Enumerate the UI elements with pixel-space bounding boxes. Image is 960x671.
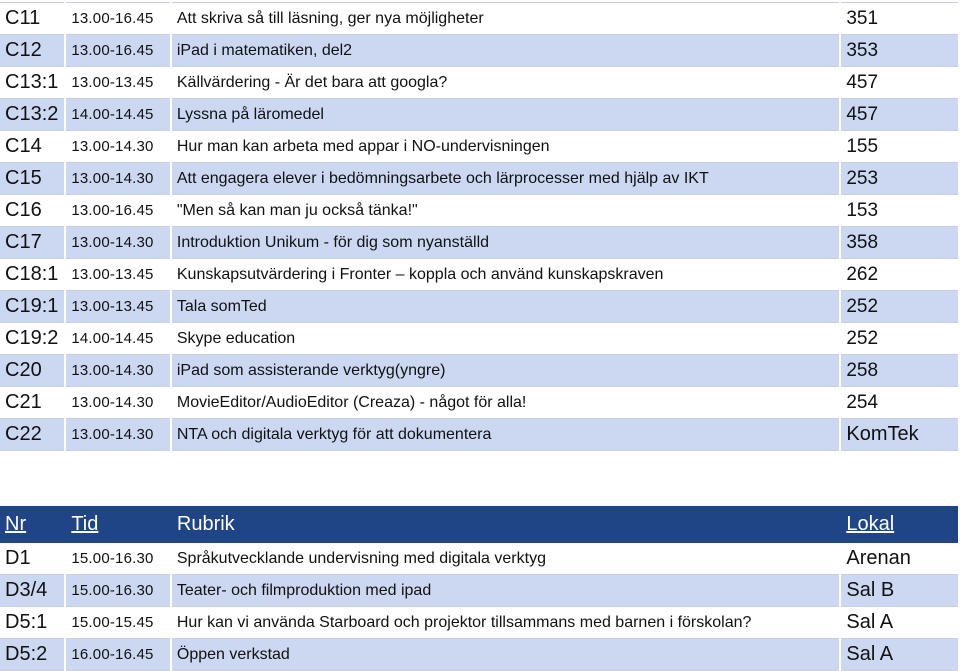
session-room: 253 [840, 163, 958, 195]
session-nr: C22 [0, 419, 65, 451]
session-title: Hur kan vi använda Starboard och projektor tillsammans med barnen i förskolan? [171, 607, 840, 639]
header-rubrik: Rubrik [171, 507, 840, 543]
table-row [0, 227, 958, 259]
session-nr: C16 [0, 195, 65, 227]
header-lokal: Lokal [840, 507, 958, 543]
session-location: Sal A [840, 607, 958, 639]
session-room: 351 [840, 3, 958, 35]
header-row [0, 507, 958, 543]
table-row [0, 323, 958, 355]
session-title: Öppen verkstad [171, 639, 840, 671]
table-row [0, 99, 958, 131]
session-nr: C20 [0, 355, 65, 387]
session-title: "Men så kan man ju också tänka!" [171, 195, 840, 227]
session-nr: D1 [0, 543, 65, 575]
session-nr: D5:2 [0, 639, 65, 671]
session-room: 252 [840, 323, 958, 355]
session-time: 13.00-16.45 [65, 35, 171, 67]
session-title: Tala somTed [171, 291, 840, 323]
table-row [0, 543, 958, 575]
session-room: 153 [840, 195, 958, 227]
session-nr: C13:2 [0, 99, 65, 131]
session-nr: C12 [0, 35, 65, 67]
session-title: Källvärdering - Är det bara att googla? [171, 67, 840, 99]
session-title: iPad i matematiken, del2 [171, 35, 840, 67]
session-title: Att skriva så till läsning, ger nya möjligheter [171, 3, 840, 35]
session-nr: C14 [0, 131, 65, 163]
session-time: 13.00-14.30 [65, 355, 171, 387]
session-time: 15.00-15.45 [65, 607, 171, 639]
session-nr: C15 [0, 163, 65, 195]
session-table-d-body [0, 543, 958, 671]
session-table-c-body [0, 3, 958, 451]
session-room: 155 [840, 131, 958, 163]
session-title: Teater- och filmproduktion med ipad [171, 575, 840, 607]
session-time: 13.00-13.45 [65, 259, 171, 291]
header-tid: Tid [65, 507, 171, 543]
session-title: Att engagera elever i bedömningsarbete och lärprocesser med hjälp av IKT [171, 163, 840, 195]
session-title: Hur man kan arbeta med appar i NO-undervisningen [171, 131, 840, 163]
session-nr: C13:1 [0, 67, 65, 99]
session-table-c [0, 2, 958, 451]
table-header [0, 507, 958, 543]
session-title: Lyssna på läromedel [171, 99, 840, 131]
session-title: Skype education [171, 323, 840, 355]
table-row [0, 639, 958, 671]
session-title: Språkutvecklande undervisning med digitala verktyg [171, 543, 840, 575]
session-room: KomTek [840, 419, 958, 451]
session-time: 13.00-14.30 [65, 163, 171, 195]
session-room: 262 [840, 259, 958, 291]
session-time: 13.00-14.30 [65, 227, 171, 259]
session-room: 258 [840, 355, 958, 387]
table-row [0, 607, 958, 639]
table-row [0, 575, 958, 607]
session-nr: C18:1 [0, 259, 65, 291]
table-row [0, 67, 958, 99]
session-time: 13.00-14.30 [65, 387, 171, 419]
table-row [0, 131, 958, 163]
session-time: 15.00-16.30 [65, 543, 171, 575]
session-time: 13.00-14.30 [65, 131, 171, 163]
session-nr: C19:2 [0, 323, 65, 355]
table-row [0, 3, 958, 35]
session-location: Arenan [840, 543, 958, 575]
session-nr: D5:1 [0, 607, 65, 639]
session-room: 353 [840, 35, 958, 67]
session-nr: C17 [0, 227, 65, 259]
session-time: 13.00-16.45 [65, 3, 171, 35]
session-title: MovieEditor/AudioEditor (Creaza) - något för alla! [171, 387, 840, 419]
session-location: Sal A [840, 639, 958, 671]
session-time: 15.00-16.30 [65, 575, 171, 607]
session-title: Kunskapsutvärdering i Fronter – koppla och använd kunskapskraven [171, 259, 840, 291]
session-title: iPad som assisterande verktyg(yngre) [171, 355, 840, 387]
session-time: 13.00-13.45 [65, 291, 171, 323]
table-row [0, 291, 958, 323]
session-room: 252 [840, 291, 958, 323]
table-row [0, 355, 958, 387]
session-time: 14.00-14.45 [65, 99, 171, 131]
session-time: 13.00-13.45 [65, 67, 171, 99]
table-row [0, 35, 958, 67]
session-nr: C19:1 [0, 291, 65, 323]
session-nr: D3/4 [0, 575, 65, 607]
session-time: 14.00-14.45 [65, 323, 171, 355]
table-row [0, 387, 958, 419]
table-row [0, 259, 958, 291]
session-room: 358 [840, 227, 958, 259]
session-time: 13.00-14.30 [65, 419, 171, 451]
session-nr: C21 [0, 387, 65, 419]
session-time: 16.00-16.45 [65, 639, 171, 671]
table-row [0, 419, 958, 451]
session-location: Sal B [840, 575, 958, 607]
session-title: NTA och digitala verktyg för att dokumentera [171, 419, 840, 451]
session-room: 457 [840, 99, 958, 131]
session-table-d [0, 506, 958, 671]
session-room: 457 [840, 67, 958, 99]
session-time: 13.00-16.45 [65, 195, 171, 227]
header-nr: Nr [0, 507, 65, 543]
session-title: Introduktion Unikum - för dig som nyanställd [171, 227, 840, 259]
table-row [0, 163, 958, 195]
session-room: 254 [840, 387, 958, 419]
table-row [0, 195, 958, 227]
session-nr: C11 [0, 3, 65, 35]
